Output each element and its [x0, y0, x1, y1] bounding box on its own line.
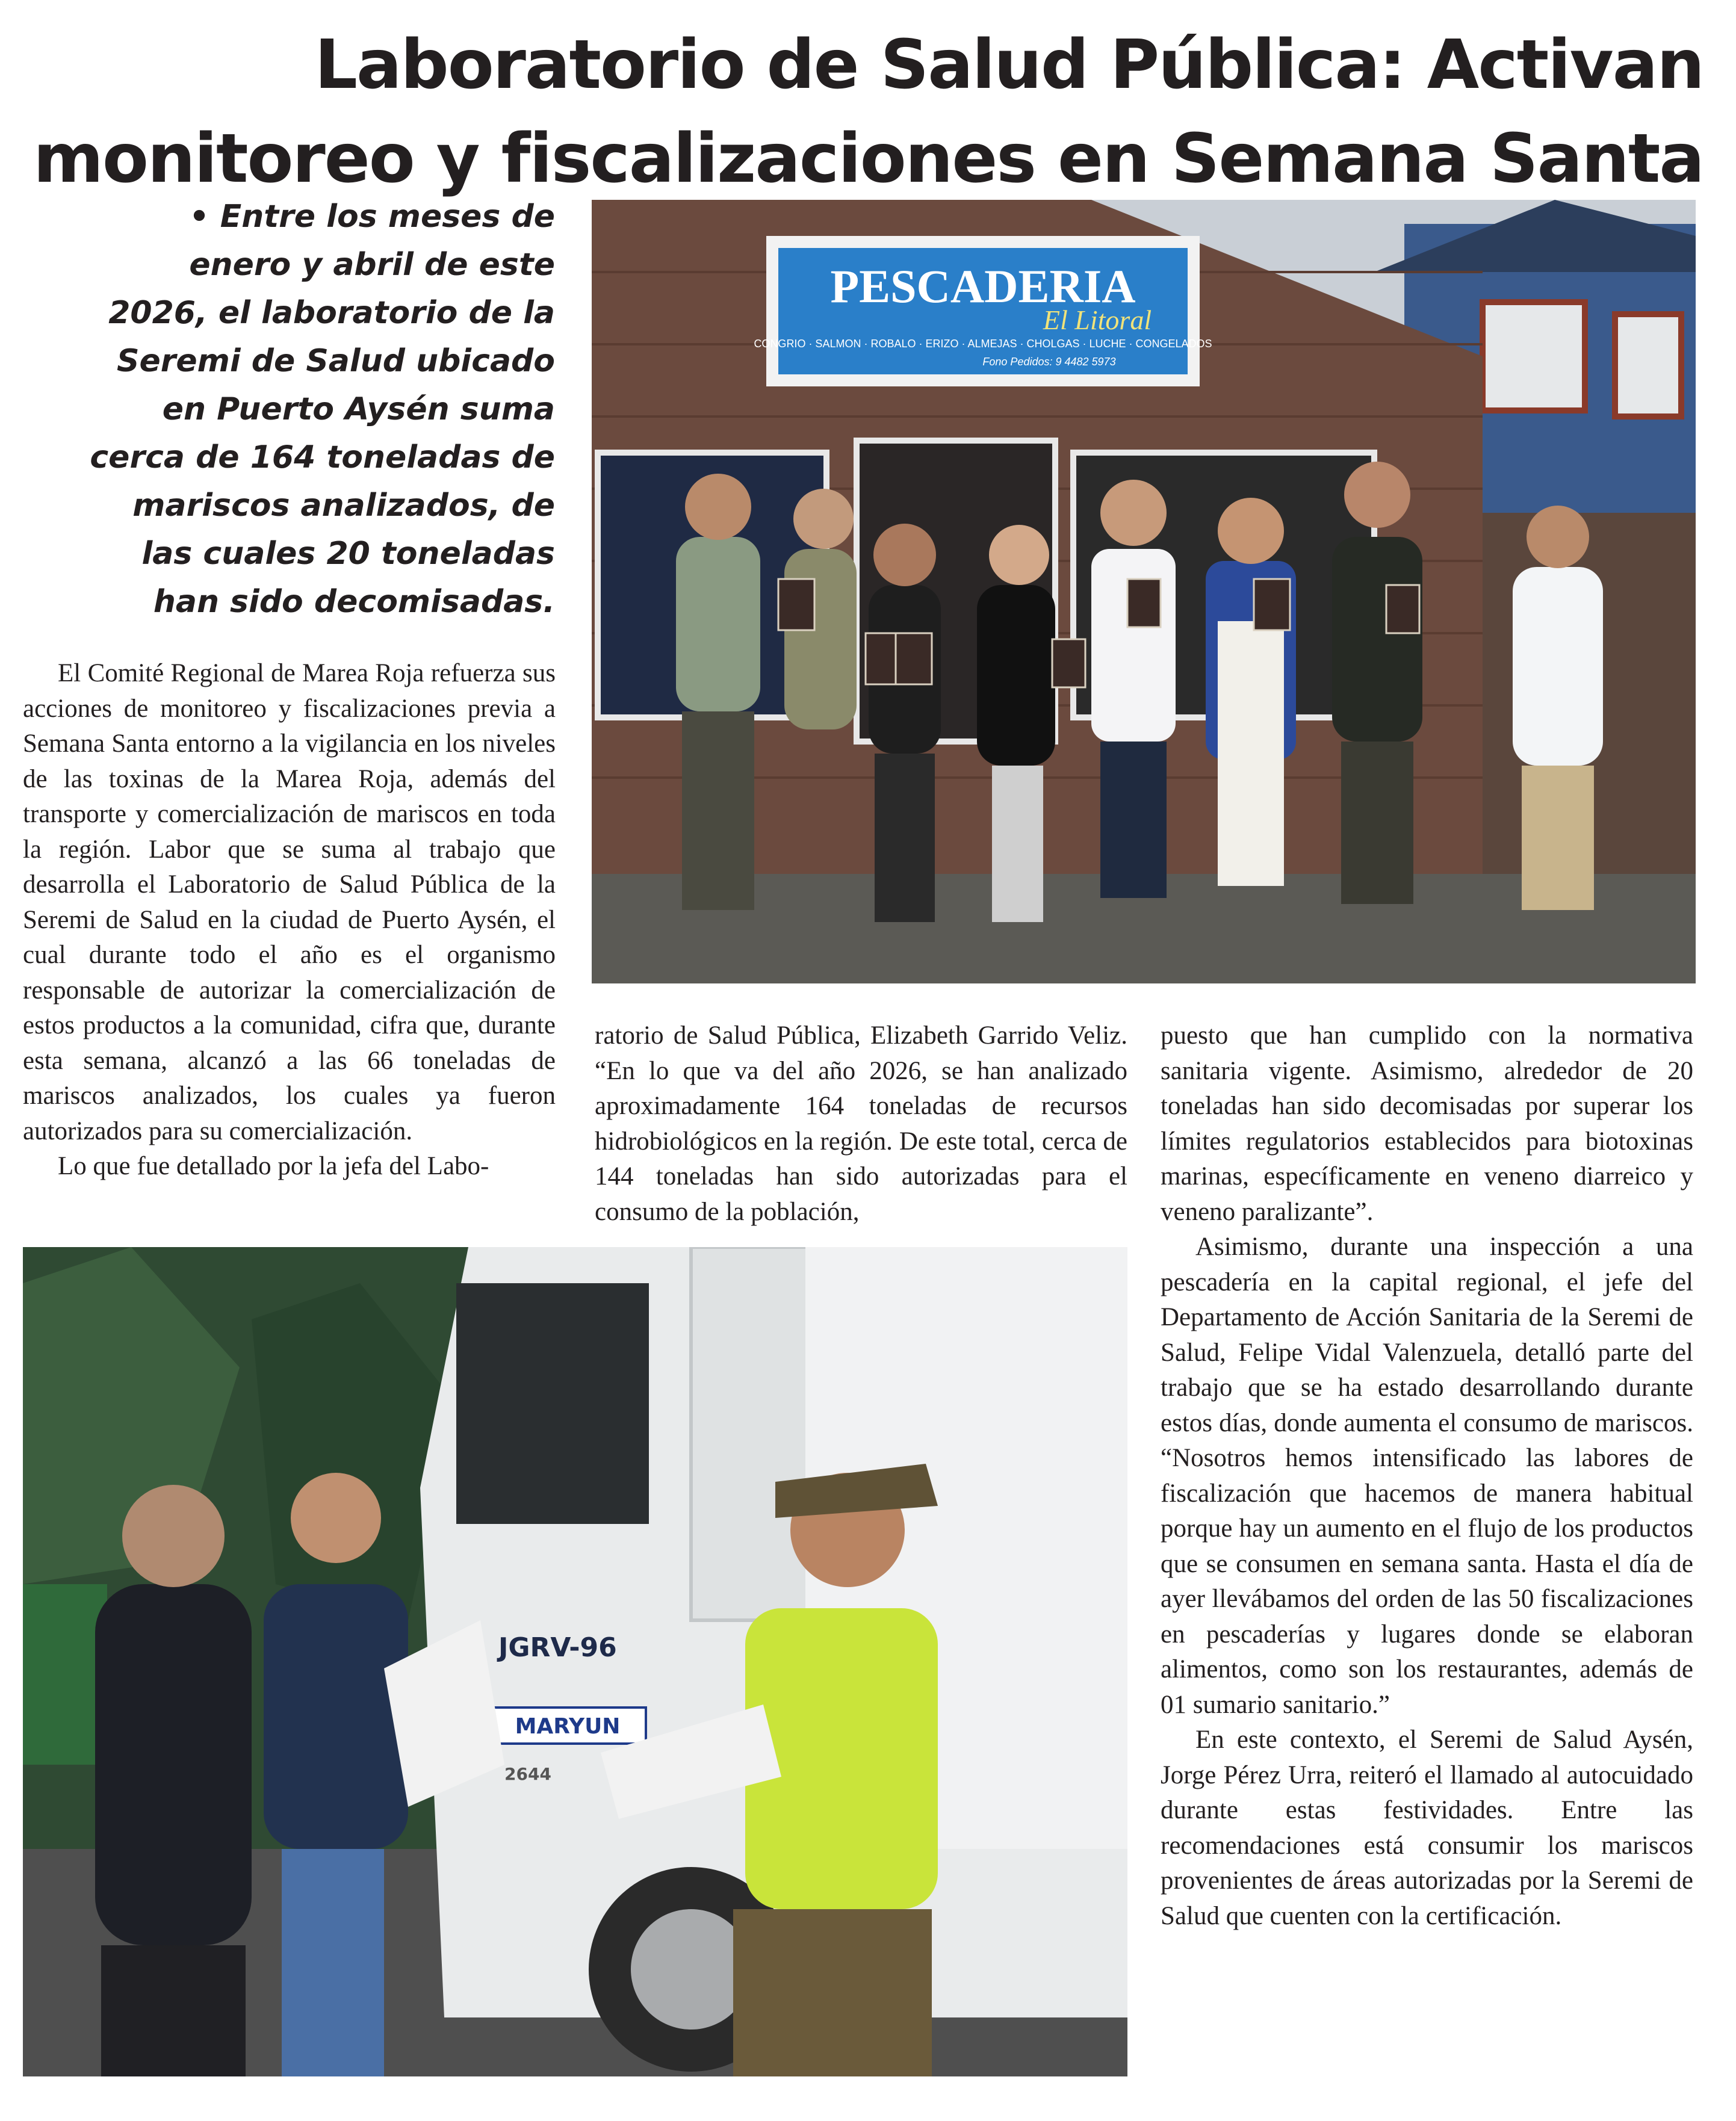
- photo-truck-illustration: [23, 1247, 1127, 2076]
- truck-brand-text: MARYUN: [515, 1714, 621, 1739]
- photo-truck-inspection: [23, 1247, 1127, 2076]
- sign-phone: Fono Pedidos: 9 4482 5973: [982, 356, 1116, 368]
- body-column-2: [595, 1018, 1127, 1230]
- body-paragraph: El Comité Regional de Marea Roja refuerza sus acciones de monitoreo y fiscalizaciones previa a Semana Santa entorno a la vigilancia en los niveles de las toxinas de la Marea Roja, además del transporte y comercialización de mariscos en toda la región. Labor que se suma al trabajo que desarrolla el Laboratorio de Salud Pública de la Seremi de Salud en la ciudad de Puerto Aysén, el cual durante todo el año es el organismo responsable de autorizar la comercialización de estos productos a la comunidad, cifra que, durante esta semana, alcanzó a las 66 toneladas de mariscos analizados, los cuales ya fueron autorizados para su comercialización.: [23, 659, 556, 1145]
- lead-summary: • Entre los meses de enero y abril de este 2026, el laboratorio de la Seremi de Salud ubicado en Puerto Aysén suma cerca de 164 toneladas de mariscos analizados, de las cuales 20 toneladas han sido decomisadas.: [90, 199, 555, 620]
- body-paragraph: Asimismo, durante una inspección a una pescadería en la capital regional, el jefe del Departamento de Acción Sanitaria de la Seremi de Salud, Felipe Vidal Valenzuela, detalló parte del trabajo que se ha estado desarrollando durante estos días, donde aumenta el consumo de mariscos. “Nosotros hemos intensificado las labores de fiscalización que hacemos de manera habitual porque hay un aumento en el flujo de los productos que se consumen en semana santa. Hasta el día de ayer llevábamos del orden de las 50 fiscalizaciones en pescaderías y lugares donde se elaboran alimentos, como son los restaurantes, además de 01 sumario sanitario.”: [1161, 1233, 1693, 1719]
- photo-fish-shop-group: [592, 200, 1696, 983]
- photo-fish-shop-illustration: [592, 200, 1696, 983]
- body-column-1: [23, 656, 556, 1184]
- sign-products: CONGRIO · SALMON · ROBALO · ERIZO · ALMEJAS · CHOLGAS · LUCHE · CONGELADOS: [754, 338, 1212, 350]
- sign-script: El Litoral: [1043, 305, 1152, 335]
- body-paragraph: ratorio de Salud Pública, Elizabeth Garrido Veliz. “En lo que va del año 2026, se han analizado aproximadamente 164 toneladas de recursos hidrobiológicos en la región. De este total, cerca de 144 toneladas han sido autorizadas para el consumo de la población,: [595, 1021, 1127, 1226]
- body-paragraph: puesto que han cumplido con la normativa sanitaria vigente. Asimismo, alrededor de 20 toneladas han sido decomisadas por superar los límites regulatorios establecidos para biotoxinas marinas, específicamente en veneno diarreico y veneno paralizante”.: [1161, 1021, 1693, 1226]
- truck-plate-text: JGRV-96: [498, 1632, 617, 1663]
- body-paragraph: Lo que fue detallado por la jefa del Labo-: [58, 1152, 489, 1180]
- body-column-3: [1161, 1018, 1693, 1934]
- headline: Laboratorio de Salud Pública: Activan monitoreo y fiscalizaciones en Semana Santa: [33, 26, 1703, 198]
- body-paragraph: En este contexto, el Seremi de Salud Aysén, Jorge Pérez Urra, reiteró el llamado al autocuidado durante estas festividades. Entre las recomendaciones está consumir los mariscos provenientes de áreas autorizadas por la Seremi de Salud que cuenten con la certificación.: [1161, 1726, 1693, 1930]
- truck-model-text: 2644: [504, 1764, 551, 1784]
- sign-title: PESCADERIA: [830, 260, 1136, 312]
